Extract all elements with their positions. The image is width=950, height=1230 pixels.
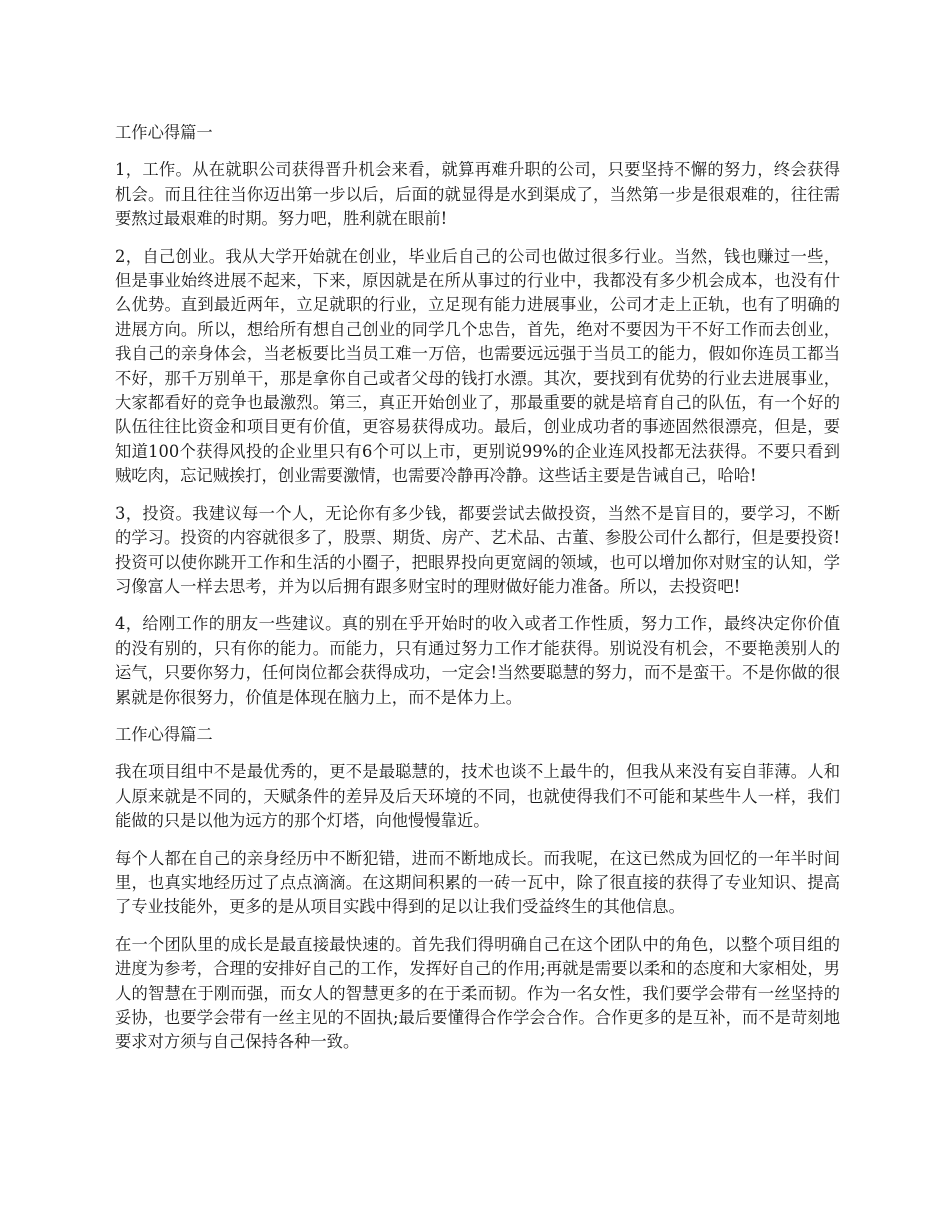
paragraph: 2，自己创业。我从大学开始就在创业，毕业后自己的公司也做过很多行业。当然，钱也赚过一些，但是事业始终进展不起来，下来，原因就是在所从事过的行业中，我都没有多少机会成本，也没有什么优势。直到最近两年，立足就职的行业，立足现有能力进展事业，公司才走上正轨，也有了明确的进展方向。所以，想给所有想自己创业的同学几个忠告，首先，绝对不要因为干不好工作而去创业，我自己的亲身体会，当老板要比当员工难一万倍，也需要远远强于当员工的能力，假如你连员工都当不好，那千万别单干，那是拿你自己或者父母的钱打水漂。其次，要找到有优势的行业去进展事业，大家都看好的竞争也最激烈。第三，真正开始创业了，那最重要的就是培育自己的队伍，有一个好的队伍往往比资金和项目更有价值，更容易获得成功。最后，创业成功者的事迹固然很漂亮，但是，要知道100个获得风投的企业里只有6个可以上市，更别说99%的企业连风投都无法获得。不要只看到贼吃肉，忘记贼挨打，创业需要激情，也需要冷静再冷静。这些话主要是告诫自己，哈哈!	[115, 246, 840, 486]
section-title: 工作心得篇二	[115, 724, 213, 744]
paragraph: 1，工作。从在就职公司获得晋升机会来看，就算再难升职的公司，只要坚持不懈的努力，终会获得机会。而且往往当你迈出第一步以后，后面的就显得是水到渠成了，当然第一步是很艰难的，往往需要熬过最艰难的时期。努力吧，胜利就在眼前!	[115, 160, 840, 229]
paragraph: 我在项目组中不是最优秀的，更不是最聪慧的，技术也谈不上最牛的，但我从来没有妄自菲薄。人和人原来就是不同的，天赋条件的差异及后天环境的不同，也就使得我们不可能和某些牛人一样，我们能做的只是以他为远方的那个灯塔，向他慢慢靠近。	[115, 762, 840, 831]
document-body	[115, 121, 840, 1068]
section-title: 工作心得篇一	[115, 123, 213, 142]
paragraph: 4，给刚工作的朋友一些建议。真的别在乎开始时的收入或者工作性质，努力工作，最终决定你价值的没有别的，只有你的能力。而能力，只有通过努力工作才能获得。别说没有机会，不要艳羡别人的运气，只要你努力，任何岗位都会获得成功，一定会!当然要聪慧的努力，而不是蛮干。不是你做的很累就是你很努力，价值是体现在脑力上，而不是体力上。	[115, 614, 840, 707]
paragraph: 每个人都在自己的亲身经历中不断犯错，进而不断地成长。而我呢，在这已然成为回忆的一年半时间里，也真实地经历过了点点滴滴。在这期间积累的一砖一瓦中，除了很直接的获得了专业知识、提高了专业技能外，更多的是从项目实践中得到的足以让我们受益终生的其他信息。	[115, 848, 840, 917]
paragraph: 3，投资。我建议每一个人，无论你有多少钱，都要尝试去做投资，当然不是盲目的，要学习，不断的学习。投资的内容就很多了，股票、期货、房产、艺术品、古董、参股公司什么都行，但是要投资!投资可以使你跳开工作和生活的小圈子，把眼界投向更宽阔的领域，也可以增加你对财宝的认知，学习像富人一样去思考，并为以后拥有跟多财宝时的理财做好能力准备。所以，去投资吧!	[115, 503, 840, 596]
paragraph: 在一个团队里的成长是最直接最快速的。首先我们得明确自己在这个团队中的角色，以整个项目组的进度为参考，合理的安排好自己的工作，发挥好自己的作用;再就是需要以柔和的态度和大家相处，男人的智慧在于刚而强，而女人的智慧更多的在于柔而韧。作为一名女性，我们要学会带有一丝坚持的妥协，也要学会带有一丝主见的不固执;最后要懂得合作学会合作。合作更多的是互补，而不是苛刻地要求对方须与自己保持各种一致。	[115, 934, 840, 1052]
